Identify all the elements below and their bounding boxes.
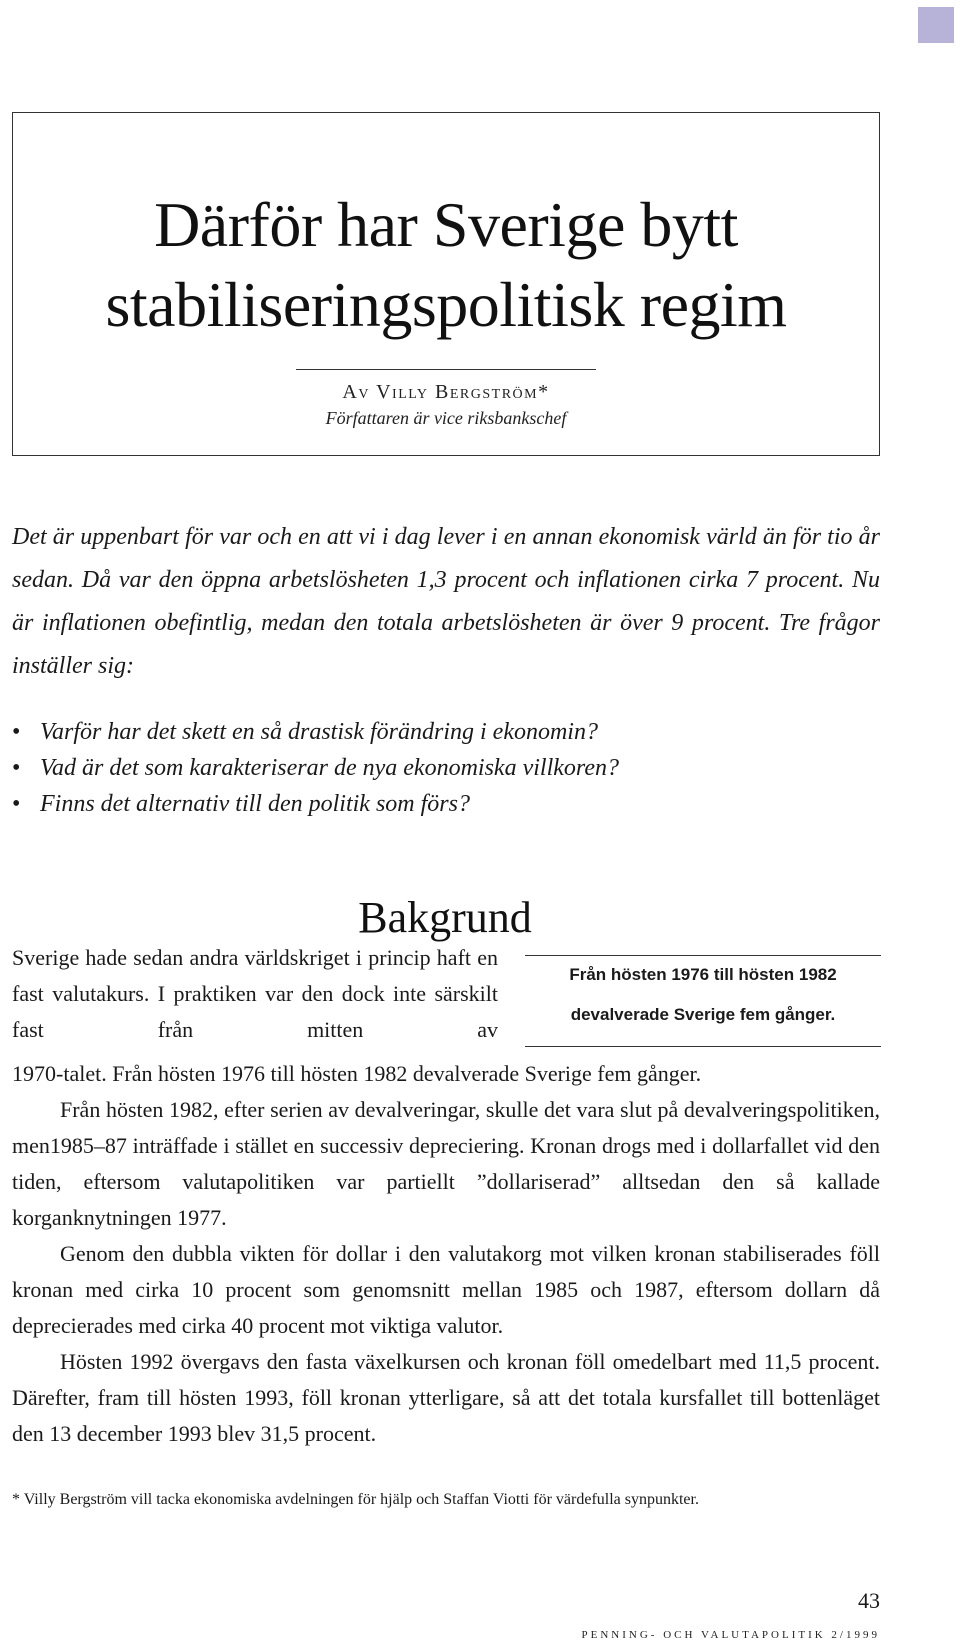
pull-quote-line-2: devalverade Sverige fem gånger. (570, 1005, 836, 1024)
section-heading: Bakgrund (358, 893, 532, 942)
body-paragraph: Hösten 1992 övergavs den fasta växelkursen och kronan föll omedelbart med 11,5 procent. Därefter, fram till hösten 1993, föll kronan ytterligare, så att det totala kursfallet till bottenläget den 13 december 1993 blev 31,5 procent. (12, 1349, 880, 1446)
body-paragraph-narrow: Sverige hade sedan andra världskriget i princip haft en fast valutakurs. I praktiken var den dock inte särskilt fast från mitten av (12, 945, 498, 1042)
title-divider (296, 369, 596, 370)
title-box (12, 112, 880, 456)
pull-quote (525, 955, 881, 1047)
article-title-line-2: stabiliseringspolitisk regim (105, 269, 787, 340)
page-number: 43 (858, 1588, 880, 1613)
pull-quote-bottom-rule (525, 1046, 881, 1047)
footnote: * Villy Bergström vill tacka ekonomiska avdelningen för hjälp och Staffan Viotti för värdefulla synpunkter. (12, 1491, 699, 1508)
author-affiliation: Författaren är vice riksbankschef (325, 408, 567, 428)
bullet-icon: • (12, 755, 21, 781)
question-list (12, 714, 880, 822)
bullet-icon: • (12, 791, 21, 817)
author-byline: Av Villy Bergström* (342, 381, 550, 403)
article-title-line-1: Därför har Sverige bytt (154, 189, 738, 260)
body-paragraph: Genom den dubbla vikten för dollar i den valutakorg mot vilken kronan stabiliserades föll kronan med cirka 10 procent som genomsnitt mellan 1985 och 1987, eftersom dollarn då deprecierades med cirka 40 procent mot viktiga valutor. (12, 1241, 880, 1338)
question-text: Vad är det som karakteriserar de nya ekonomiska villkoren? (40, 755, 619, 781)
body-text (12, 1056, 880, 1452)
question-item (12, 786, 880, 822)
question-text: Finns det alternativ till den politik som förs? (40, 791, 470, 817)
running-footer: PENNING- OCH VALUTAPOLITIK 2/1999 (581, 1629, 880, 1641)
bullet-icon: • (12, 719, 21, 745)
intro-paragraph: Det är uppenbart för var och en att vi i dag lever i en annan ekonomisk värld än för tio år sedan. Då var den öppna arbetslösheten 1,3 procent och inflationen cirka 7 procent. Nu är inflationen obefintlig, medan den totala arbetslösheten är över 9 procent. Tre frågor inställer sig: (12, 524, 880, 679)
question-item (12, 750, 880, 786)
corner-tab-marker (918, 7, 954, 43)
body-paragraph: 1970-talet. Från hösten 1976 till hösten 1982 devalverade Sverige fem gånger. (12, 1061, 702, 1086)
question-item (12, 714, 880, 750)
pull-quote-line-1: Från hösten 1976 till hösten 1982 (569, 965, 837, 984)
body-paragraph: Från hösten 1982, efter serien av devalveringar, skulle det vara slut på devalveringspolitiken, men1985–87 inträffade i stället en successiv depreciering. Kronan drogs med i dollarfallet vid den tiden, eftersom valutapolitiken var partiellt ”dollariserad” alltsedan den så kallade korganknytningen 1977. (12, 1097, 880, 1230)
question-text: Varför har det skett en så drastisk förändring i ekonomin? (40, 719, 598, 745)
article-title (13, 185, 879, 345)
pull-quote-top-rule (525, 955, 881, 956)
